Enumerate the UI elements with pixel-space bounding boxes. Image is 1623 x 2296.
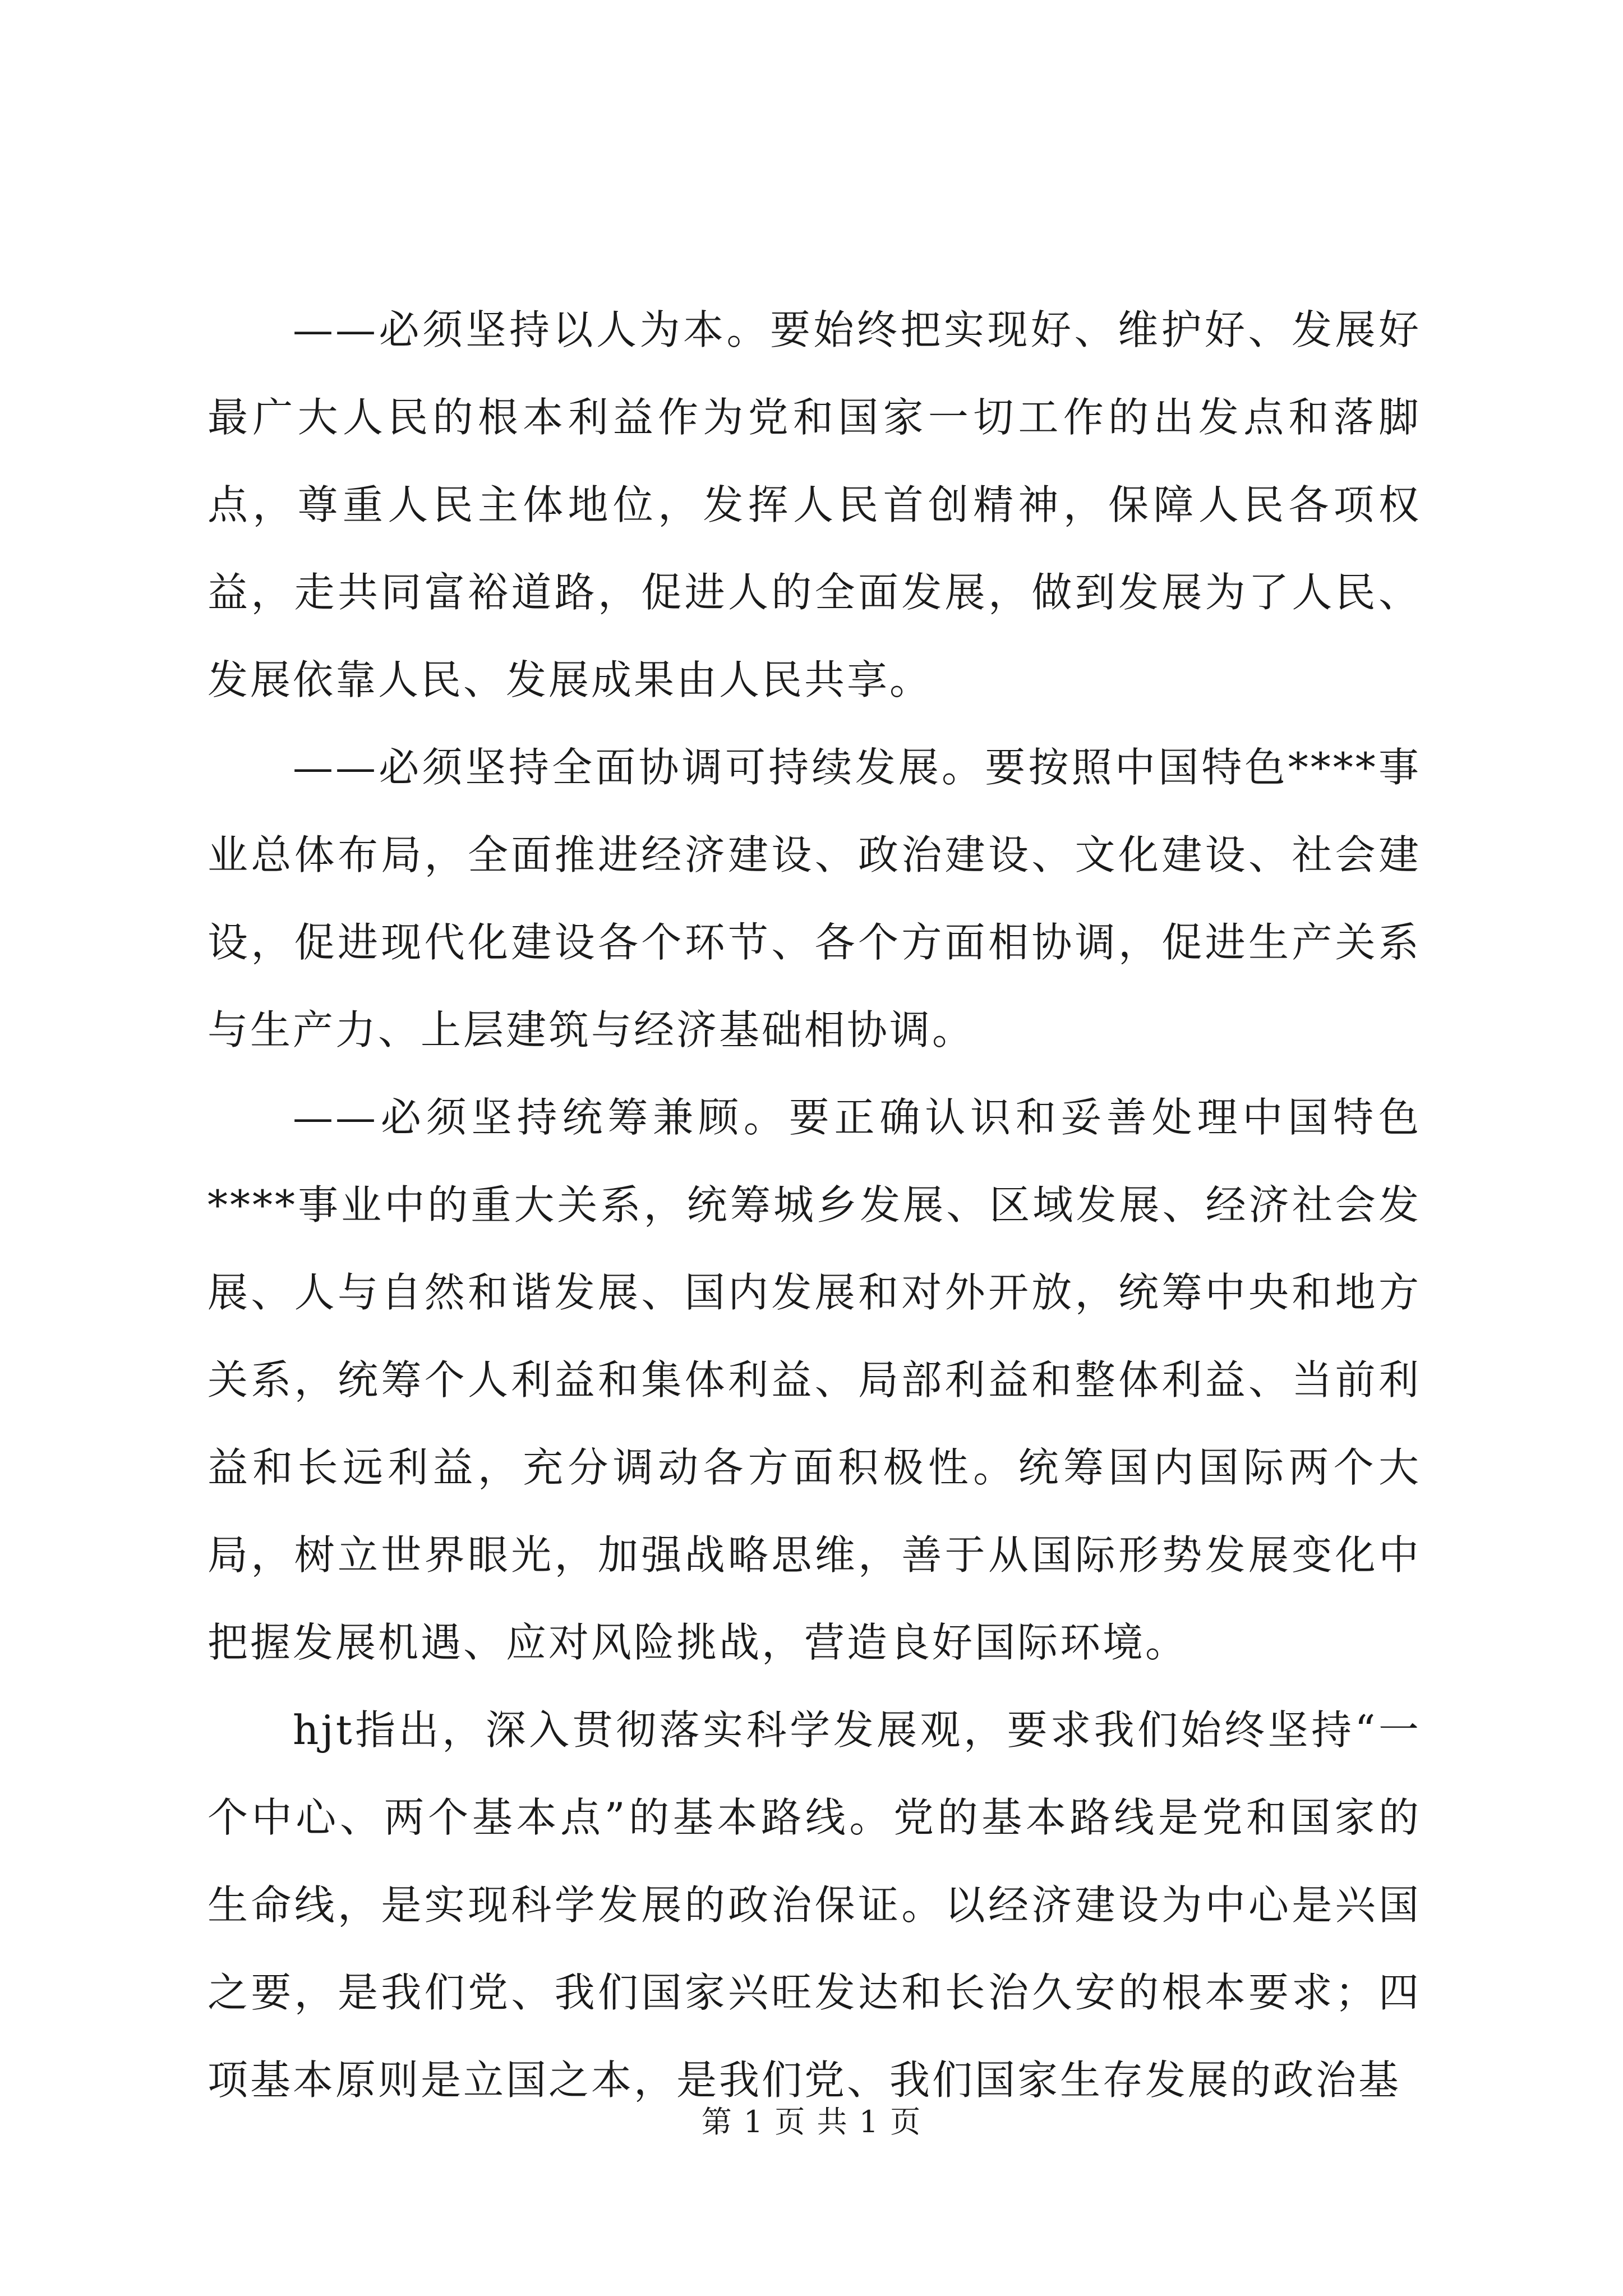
paragraph-basic-line: hjt指出，深入贯彻落实科学发展观，要求我们始终坚持“一个中心、两个基本点”的基本路线。党的基本路线是党和国家的生命线，是实现科学发展的政治保证。以经济建设为中心是兴国之要，是我们党、我们国家兴旺发达和长治久安的根本要求；四项基本原则是立国之本，是我们党、我们国家生存发展的政治基 (208, 1706, 1421, 2104)
paragraph-sustainable-development: ——必须坚持全面协调可持续发展。要按照中国特色****事业总体布局，全面推进经济建设、政治建设、文化建设、社会建设，促进现代化建设各个环节、各个方面相协调，促进生产关系与生产力、上层建筑与经济基础相协调。 (208, 744, 1421, 1053)
document-body (208, 286, 1421, 2124)
paragraph-people-oriented: ——必须坚持以人为本。要始终把实现好、维护好、发展好最广大人民的根本利益作为党和国家一切工作的出发点和落脚点，尊重人民主体地位，发挥人民首创精神，保障人民各项权益，走共同富裕道路，促进人的全面发展，做到发展为了人民、发展依靠人民、发展成果由人民共享。 (208, 306, 1421, 703)
page-footer: 第 1 页 共 1 页 (701, 2104, 922, 2139)
paragraph-overall-planning: ——必须坚持统筹兼顾。要正确认识和妥善处理中国特色****事业中的重大关系，统筹城乡发展、区域发展、经济社会发展、人与自然和谐发展、国内发展和对外开放，统筹中央和地方关系，统筹个人利益和集体利益、局部利益和整体利益、当前利益和长远利益，充分调动各方面积极性。统筹国内国际两个大局，树立世界眼光，加强战略思维，善于从国际形势发展变化中把握发展机遇、应对风险挑战，营造良好国际环境。 (208, 1094, 1421, 1666)
